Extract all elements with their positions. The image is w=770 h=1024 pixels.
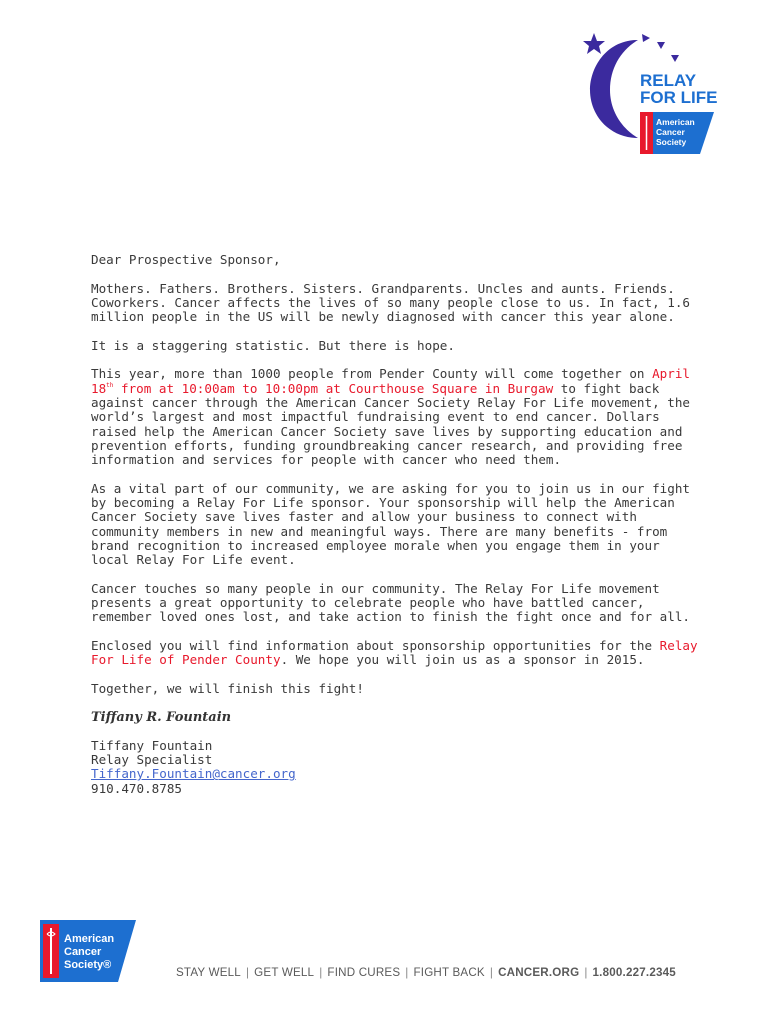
event-name: Relay For Life of Pender County <box>91 638 698 668</box>
sender-email-link[interactable]: Tiffany.Fountain@cancer.org <box>91 766 296 782</box>
acs-logo <box>40 920 140 982</box>
relay-for-life-logo <box>576 28 726 158</box>
acs-text-3: Society® <box>64 959 112 971</box>
triangle-icon <box>671 55 679 62</box>
acs-text-2: Cancer <box>64 946 102 958</box>
letter-body <box>91 253 701 796</box>
paragraph-1: Mothers. Fathers. Brothers. Sisters. Grandparents. Uncles and aunts. Friends. Coworkers. Cancer affects the lives of so many people close to us. In fact, 1.6 million people in the US will be newly diagnosed with cancer this year alone. <box>91 280 690 325</box>
acs-text-1: American <box>64 933 115 945</box>
footer-website: CANCER.ORG <box>498 966 580 979</box>
footer-item: STAY WELL <box>176 966 241 979</box>
paragraph-6: Enclosed you will find information about sponsorship opportunities for the Relay For Life of Pender County. We hope you will join us as a sponsor in 2015. <box>91 638 698 668</box>
paragraph-4: As a vital part of our community, we are asking for you to join us in our fight by becoming a Relay For Life sponsor. Your sponsorship will help the American Cancer Society save lives faster and allow your business to connect with community members in new and meaningful ways. There are many benefits - from brand recognition to increased employee morale when you engage them in your local Relay For Life event. <box>91 480 690 568</box>
paragraph-3 <box>91 367 701 467</box>
closing: Together, we will finish this fight! <box>91 680 364 696</box>
footer-phone: 1.800.227.2345 <box>592 966 676 979</box>
p3-end: to fight back against cancer through the American Cancer Society Relay For Life movement, the world’s largest and most impactful fundraising event to end cancer. Dollars raised help the American Cancer Society save lives by supporting education and prevention efforts, funding groundbreaking cancer research, and providing free information and services for people with cancer who need them. <box>91 380 690 468</box>
star-icon <box>583 33 605 54</box>
sender-title: Relay Specialist <box>91 752 213 768</box>
relay-text: RELAY <box>640 71 697 90</box>
event-date: April 18th from at 10:00am to 10:00pm at Courthouse Square in Burgaw <box>91 366 690 396</box>
sender-block <box>91 739 701 796</box>
footer-item: GET WELL <box>254 966 315 979</box>
acs-text-2: Cancer <box>656 127 685 137</box>
footer-item: FIGHT BACK <box>413 966 485 979</box>
triangle-icon <box>642 34 650 42</box>
sender-name: Tiffany Fountain <box>91 737 213 753</box>
sender-phone: 910.470.8785 <box>91 780 182 796</box>
acs-text-3: Society <box>656 137 687 147</box>
p3-start: This year, more than 1000 people from Pender County will come together on <box>91 366 653 382</box>
acs-text-1: American <box>656 117 695 127</box>
paragraph-5: Cancer touches so many people in our community. The Relay For Life movement presents a great opportunity to celebrate people who have battled cancer, remember loved ones lost, and take action to finish the fight once and for all. <box>91 580 690 625</box>
signature: Tiffany R. Fountain <box>91 709 232 725</box>
for-life-text: FOR LIFE <box>640 88 718 107</box>
salutation: Dear Prospective Sponsor, <box>91 252 281 267</box>
moon-icon <box>590 40 638 138</box>
footer-item: FIND CURES <box>327 966 401 979</box>
triangle-icon <box>657 42 665 49</box>
footer-tagline: STAY WELL | GET WELL | FIND CURES | FIGHT BACK | CANCER.ORG | 1.800.227.2345 <box>176 966 676 979</box>
paragraph-2: It is a staggering statistic. But there is hope. <box>91 337 455 353</box>
